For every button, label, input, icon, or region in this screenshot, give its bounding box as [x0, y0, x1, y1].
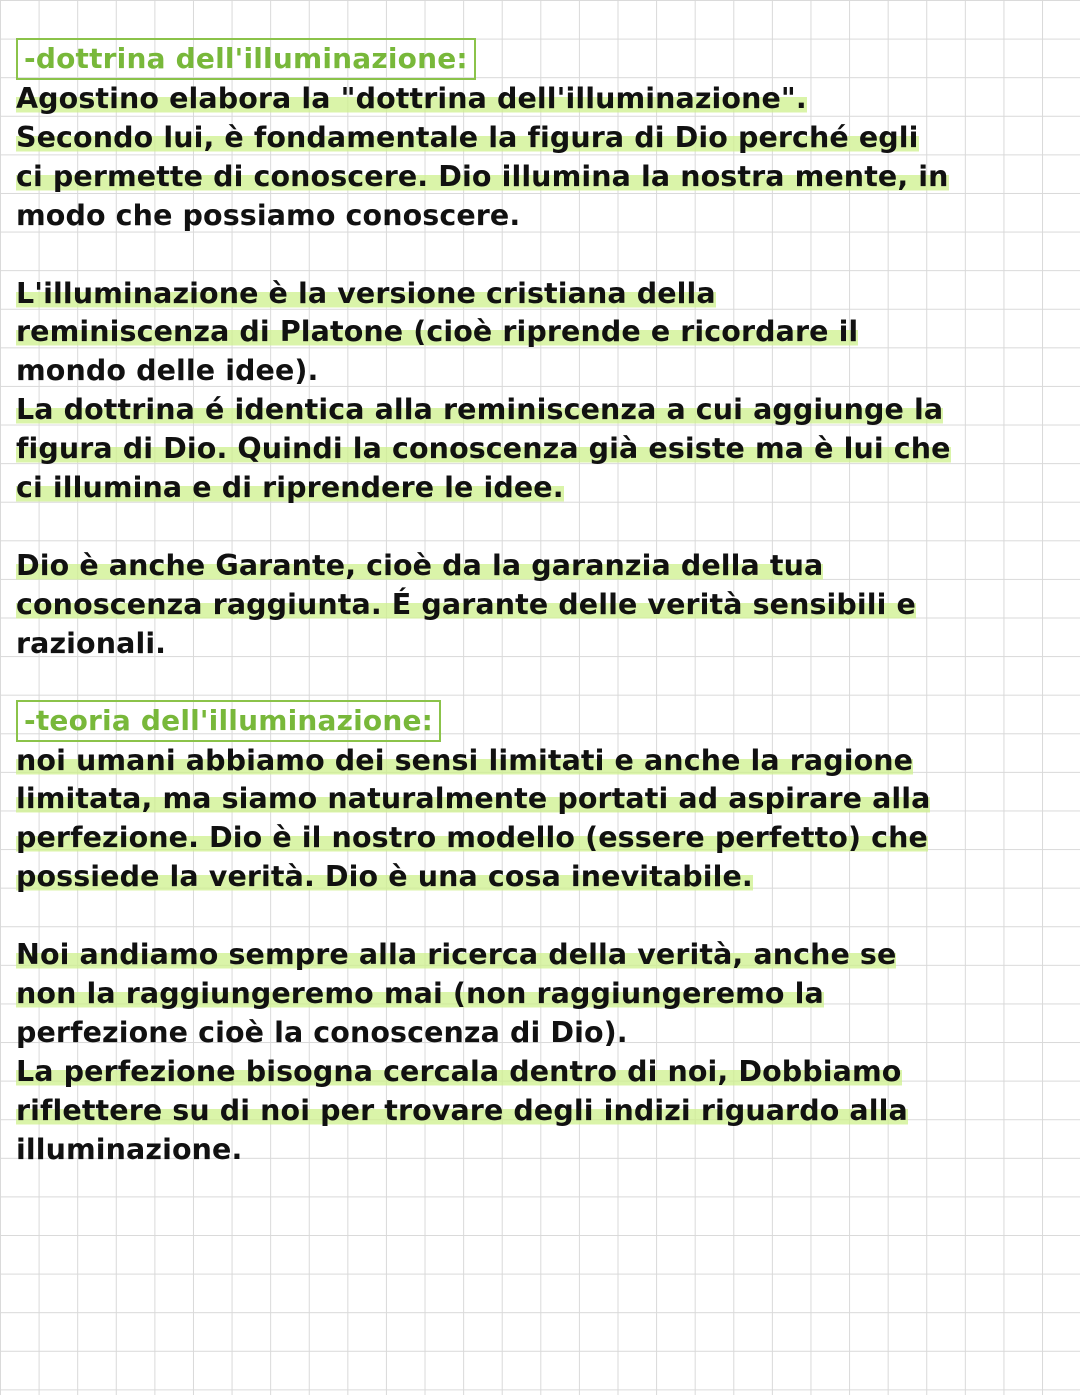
text-line [16, 158, 1056, 197]
blank-line [16, 897, 1056, 936]
text-span: Secondo lui, è fondamentale la figura di Dio perché egli [16, 120, 919, 154]
text-line [16, 742, 1056, 781]
text-line [16, 547, 1056, 586]
text-line [16, 469, 1056, 508]
text-line [16, 197, 1056, 236]
text-span: La dottrina é identica alla reminiscenza a cui aggiunge la [16, 393, 944, 427]
text-span: non la raggiungeremo mai (non raggiungeremo la [16, 976, 824, 1010]
text-line [16, 275, 1056, 314]
text-span: conoscenza raggiunta. É garante delle verità sensibili e [16, 587, 916, 621]
text-span: perfezione. Dio è il nostro modello (essere perfetto) che [16, 821, 928, 855]
text-line [16, 819, 1056, 858]
paragraph-block [16, 80, 1056, 664]
section-spacer [16, 664, 1056, 700]
section-heading-dottrina: -dottrina dell'illuminazione: [16, 38, 476, 80]
text-span: illuminazione. [16, 1132, 243, 1166]
paragraph-block [16, 742, 1056, 1170]
text-span: possiede la verità. Dio è una cosa inevitabile. [16, 860, 753, 894]
text-line [16, 858, 1056, 897]
text-line [16, 1092, 1056, 1131]
text-span: riflettere su di noi per trovare degli indizi riguardo alla [16, 1093, 908, 1127]
text-line [16, 975, 1056, 1014]
text-span: mondo delle idee). [16, 354, 319, 388]
blank-line [16, 508, 1056, 547]
text-span: Noi andiamo sempre alla ricerca della verità, anche se [16, 938, 897, 972]
text-span: noi umani abbiamo dei sensi limitati e anche la ragione [16, 743, 914, 777]
text-span: Dio è anche Garante, cioè da la garanzia della tua [16, 548, 824, 582]
text-span: modo che possiamo conoscere. [16, 198, 521, 232]
text-span: perfezione cioè la conoscenza di Dio). [16, 1015, 628, 1049]
text-span: razionali. [16, 626, 167, 660]
text-span: limitata, ma siamo naturalmente portati ad aspirare alla [16, 782, 931, 816]
text-line [16, 119, 1056, 158]
text-span: figura di Dio. Quindi la conoscenza già esiste ma è lui che [16, 432, 951, 466]
section-heading-teoria: -teoria dell'illuminazione: [16, 700, 441, 742]
text-line [16, 352, 1056, 391]
text-line [16, 430, 1056, 469]
text-span: ci illumina e di riprendere le idee. [16, 471, 564, 505]
text-span: La perfezione bisogna cercala dentro di noi, Dobbiamo [16, 1054, 902, 1088]
notes-page [16, 38, 1056, 1170]
text-line [16, 1053, 1056, 1092]
text-line [16, 625, 1056, 664]
text-line [16, 780, 1056, 819]
text-line [16, 1014, 1056, 1053]
section-teoria [16, 700, 1056, 1170]
text-line [16, 1131, 1056, 1170]
section-dottrina [16, 38, 1056, 664]
blank-line [16, 236, 1056, 275]
text-line [16, 586, 1056, 625]
text-span: Agostino elabora la "dottrina dell'illuminazione". [16, 82, 807, 115]
text-span: ci permette di conoscere. Dio illumina la nostra mente, in [16, 159, 949, 193]
text-line [16, 936, 1056, 975]
text-span: L'illuminazione è la versione cristiana della [16, 276, 716, 310]
text-line [16, 80, 1056, 119]
text-line [16, 313, 1056, 352]
text-span: reminiscenza di Platone (cioè riprende e ricordare il [16, 315, 859, 349]
text-line [16, 391, 1056, 430]
